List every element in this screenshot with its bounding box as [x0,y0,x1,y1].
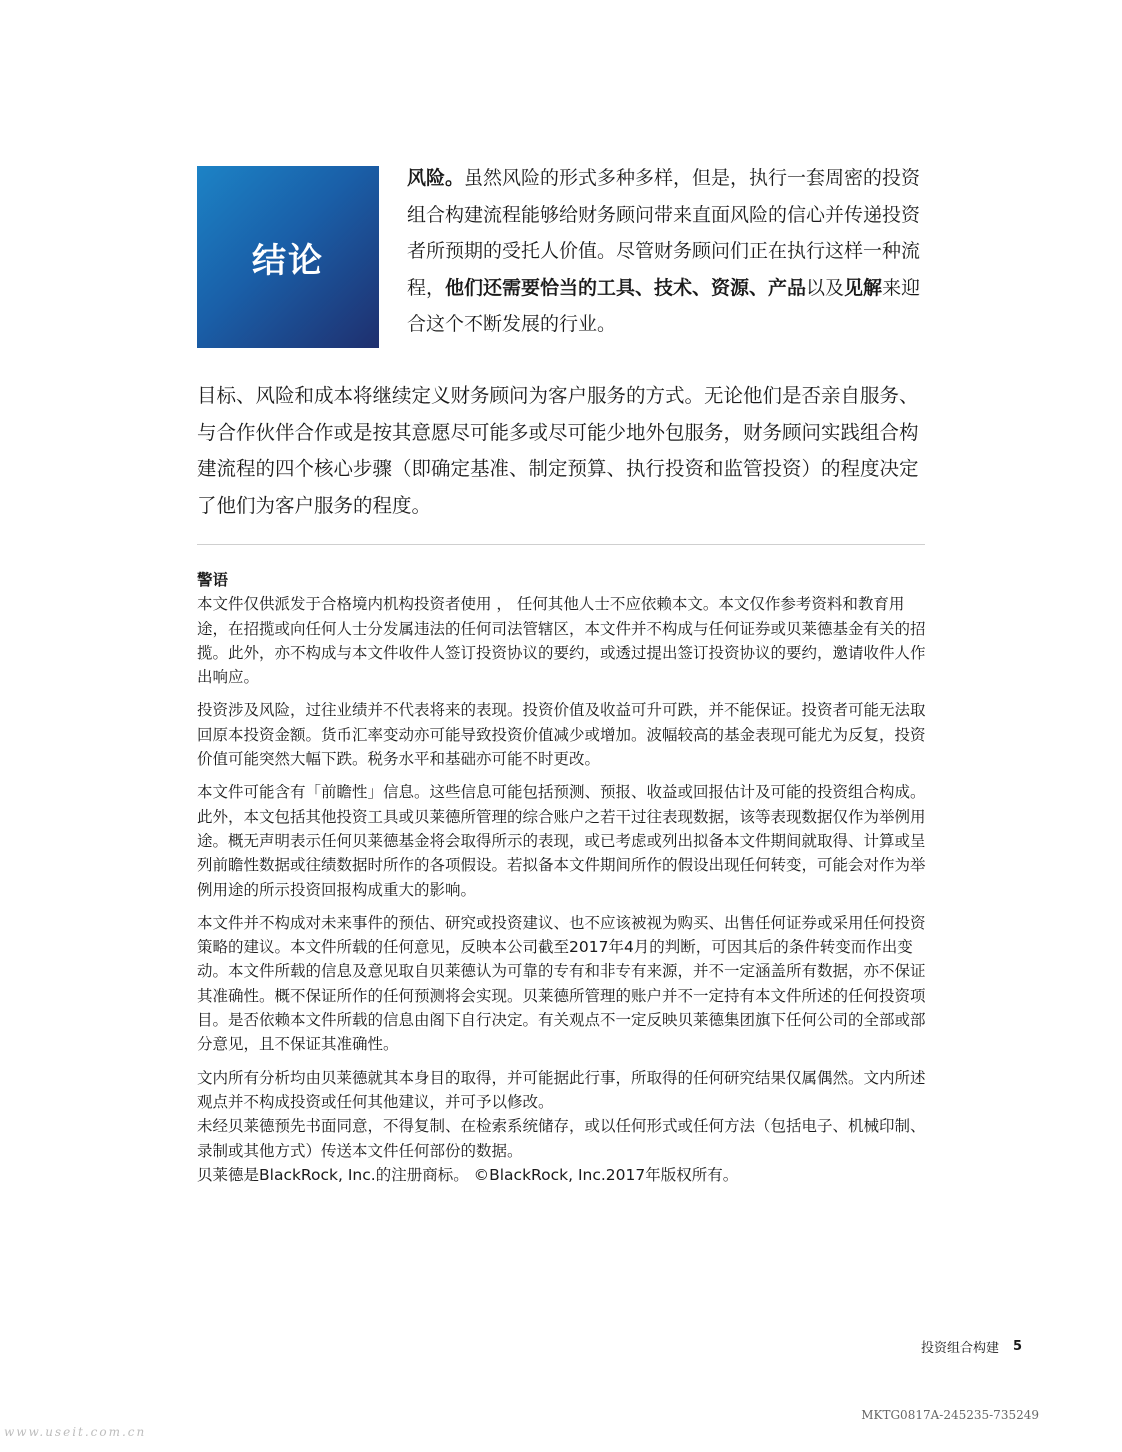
intro-emphasis-1: 他们还需要恰当的工具、技术、资源、产品 [445,276,807,299]
intro-emphasis-2: 见解 [844,276,883,299]
disclaimer-paragraph-6: 未经贝莱德预先书面同意，不得复制、在检索系统储存，或以任何形式或任何方法（包括电子、机械印制、录制或其他方式）传送本文件任何部份的数据。 [197,1117,926,1160]
page-footer [921,1337,1022,1356]
intro-text-3: 来迎合这个不断发展的行业。 [407,276,921,335]
footer-section-name: 投资组合构建 [920,1341,999,1356]
disclaimer-paragraph-1: 本文件仅供派发于合格境内机构投资者使用 ， 任何其他人士不应依赖本文。本文仅作参考资料和教育用途，在招揽或向任何人士分发属违法的任何司法管辖区，本文件并不构成与任何证券或贝莱德基金有关的招揽。此外，亦不构成与本文件收件人签订投资协议的要约，或透过提出签订投资协议的要约，邀请收件人作出响应。 [197,595,926,687]
intro-lead: 风险。 [407,167,465,189]
disclaimer-paragraph-3: 本文件可能含有「前瞻性」信息。这些信息可能包括预测、预报、收益或回报估计及可能的投资组合构成。此外，本文包括其他投资工具或贝莱德所管理的综合账户之若干过往表现数据，该等表现数据仅作为举例用途。概无声明表示任何贝莱德基金将会取得所示的表现，或已考虑或列出拟备本文件期间就取得、计算或呈列前瞻性数据或往绩数据时所作的各项假设。若拟备本文件期间所作的假设出现任何转变，可能会对作为举例用途的所示投资回报构成重大的影响。 [197,783,926,899]
section-divider [197,544,925,545]
disclaimer-paragraph-5: 文内所有分析均由贝莱德就其本身目的取得，并可能据此行事，所取得的任何研究结果仅属偶然。文内所述观点并不构成投资或任何其他建议，并可予以修改。 [197,1068,926,1111]
watermark: www.useit.com.cn [4,1425,147,1439]
page-number: 5 [1012,1339,1022,1354]
disclaimer-section [197,568,927,1187]
disclaimer-paragraph-2: 投资涉及风险，过往业绩并不代表将来的表现。投资价值及收益可升可跌，并不能保证。投资者可能无法取回原本投资金额。货币汇率变动亦可能导致投资价值减少或增加。波幅较高的基金表现可能尤为反复，投资价值可能突然大幅下跌。税务水平和基础亦可能不时更改。 [197,701,926,769]
disclaimer-heading: 警语 [197,571,229,589]
section-title: 结论 [252,240,324,281]
conclusion-paragraph: 目标、风险和成本将继续定义财务顾问为客户服务的方式。无论他们是否亲自服务、与合作伙伴合作或是按其意愿尽可能多或尽可能少地外包服务，财务顾问实践组合构建流程的四个核心步骤（即确定基准、制定预算、执行投资和监管投资）的程度决定了他们为客户服务的程度。 [197,384,919,517]
intro-text-2: 以及 [806,276,845,299]
disclaimer-paragraph-7: 贝莱德是BlackRock, Inc.的注册商标。 ©BlackRock, Inc.2017年版权所有。 [197,1165,739,1184]
disclaimer-paragraph-4: 本文件并不构成对未来事件的预估、研究或投资建议、也不应该被视为购买、出售任何证券或采用任何投资策略的建议。本文件所载的任何意见，反映本公司截至2017年4月的判断，可因其后的条件转变而作出变动。本文件所载的信息及意见取自贝莱德认为可靠的专有和非专有来源，并不一定涵盖所有数据，亦不保证其准确性。概不保证所作的任何预测将会实现。贝莱德所管理的账户并不一定持有本文件所述的任何投资项目。是否依赖本文件所载的信息由阁下自行决定。有关观点不一定反映贝莱德集团旗下任何公司的全部或部分意见，且不保证其准确性。 [197,913,926,1054]
section-title-box [197,166,379,348]
intro-text-1: 虽然风险的形式多种多样，但是，执行一套周密的投资组合构建流程能够给财务顾问带来直面风险的信心并传递投资者所预期的受托人价值。尽管财务顾问们正在执行这样一种流程， [407,167,921,299]
intro-paragraph [407,160,932,343]
document-code: MKTG0817A-245235-735249 [861,1408,1039,1422]
